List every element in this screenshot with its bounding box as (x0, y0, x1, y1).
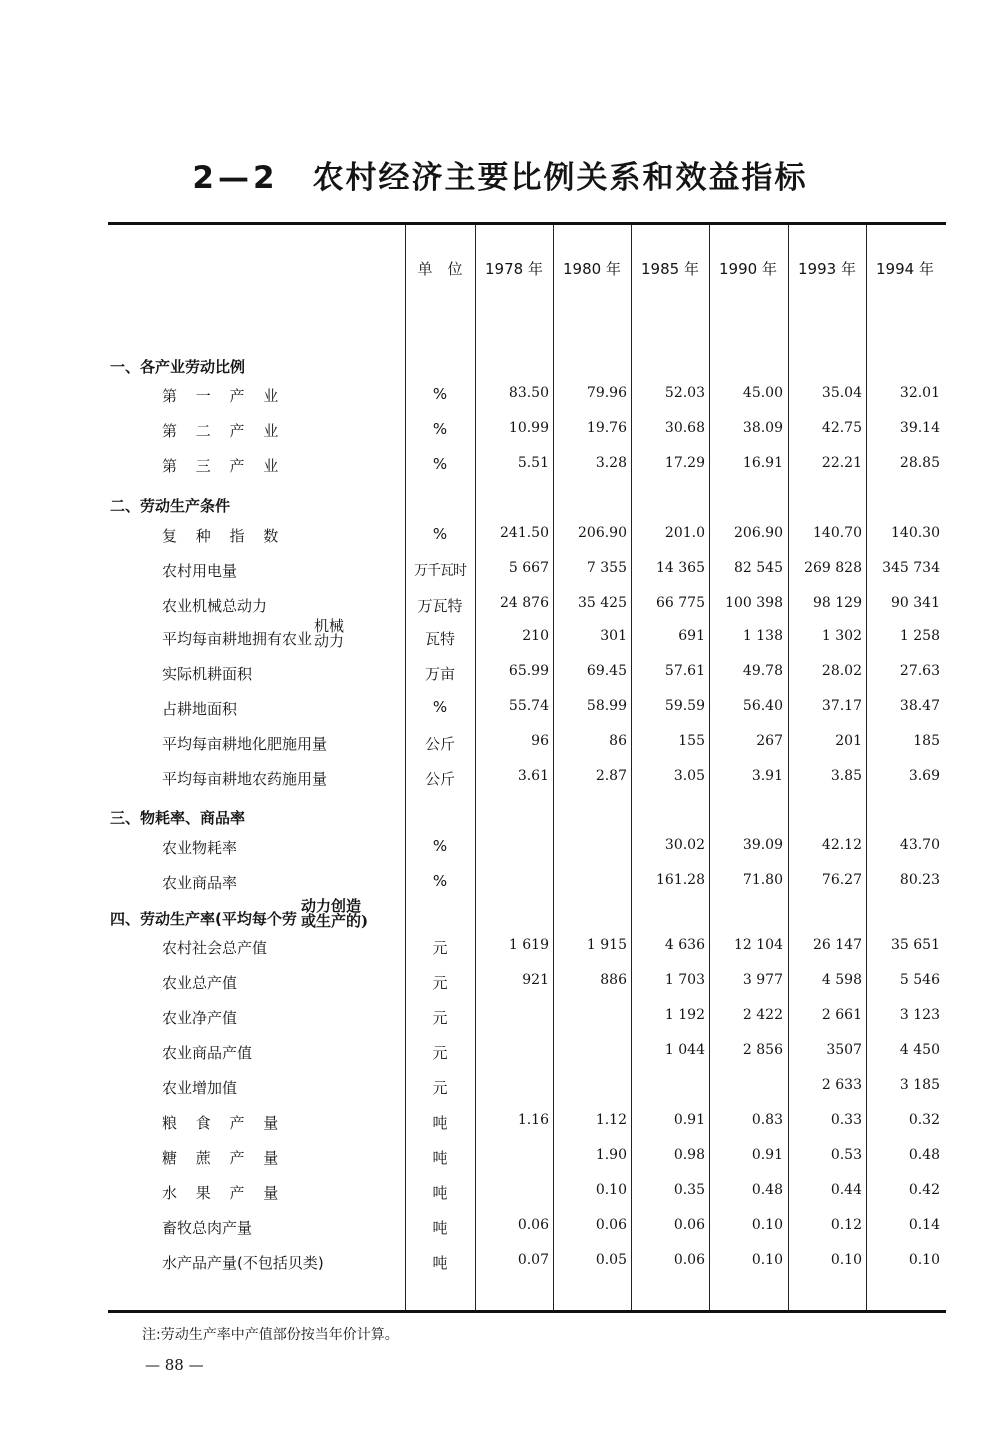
unit-cell: 万亩 (424, 665, 455, 683)
value-cell: 0.12 (830, 1217, 862, 1233)
row-label: 农业商品率 (162, 874, 238, 892)
value-cell: 3.85 (830, 768, 862, 784)
value-cell: 2 856 (742, 1042, 783, 1058)
row-label: 第 一 产 业 (162, 387, 286, 405)
table-row (0, 595, 1000, 627)
value-cell: 155 (678, 733, 705, 749)
value-cell: 3.91 (751, 768, 783, 784)
footnote: 注:劳动生产率中产值部份按当年价计算。 (142, 1327, 399, 1343)
value-cell: 0.10 (595, 1182, 627, 1198)
unit-cell: 元 (432, 1044, 448, 1062)
value-cell: 38.09 (742, 420, 783, 436)
section-row (0, 356, 1000, 388)
row-label: 第 三 产 业 (162, 457, 286, 475)
row-label: 复 种 指 数 (162, 527, 286, 545)
value-cell: 4 636 (664, 937, 705, 953)
value-cell: 0.10 (830, 1252, 862, 1268)
value-cell: 3 185 (899, 1077, 940, 1093)
value-cell: 0.48 (751, 1182, 783, 1198)
row-label: 水 果 产 量 (162, 1184, 286, 1202)
value-cell: 86 (609, 733, 627, 749)
value-cell: 1 915 (586, 937, 627, 953)
unit-cell: % (432, 698, 448, 716)
value-cell: 58.99 (586, 698, 627, 714)
value-cell: 30.02 (664, 837, 705, 853)
value-cell: 0.48 (908, 1147, 940, 1163)
value-cell: 39.09 (742, 837, 783, 853)
value-cell: 90 341 (891, 595, 940, 611)
table-row (0, 733, 1000, 765)
value-cell: 0.35 (673, 1182, 705, 1198)
stacked-label (301, 899, 368, 929)
value-cell: 0.91 (751, 1147, 783, 1163)
value-cell: 82 545 (734, 560, 783, 576)
unit-cell: % (432, 385, 448, 403)
table-row (0, 698, 1000, 730)
table-row (0, 768, 1000, 800)
value-cell: 345 734 (882, 560, 940, 576)
table-row (0, 663, 1000, 695)
value-cell: 0.06 (595, 1217, 627, 1233)
row-label: 农业物耗率 (162, 839, 238, 857)
value-cell: 19.76 (586, 420, 627, 436)
unit-cell: 万瓦特 (417, 597, 463, 615)
table-row (0, 937, 1000, 969)
value-cell: 3 977 (742, 972, 783, 988)
stacked-label-top: 机械 (314, 617, 345, 635)
stacked-label (314, 619, 344, 649)
section-label: 三、物耗率、商品率 (110, 809, 246, 827)
value-cell: 0.10 (751, 1252, 783, 1268)
value-cell: 0.14 (908, 1217, 940, 1233)
value-cell: 0.98 (673, 1147, 705, 1163)
table-row (0, 420, 1000, 452)
section-label: 四、劳动生产率(平均每个劳 (110, 910, 297, 928)
row-label: 水产品产量(不包括贝类) (162, 1254, 324, 1272)
unit-cell: 元 (432, 1009, 448, 1027)
value-cell: 55.74 (508, 698, 549, 714)
value-cell: 206.90 (734, 525, 783, 541)
value-cell: 83.50 (508, 385, 549, 401)
value-cell: 57.61 (664, 663, 705, 679)
section-label: 一、各产业劳动比例 (110, 358, 246, 376)
section-label: 二、劳动生产条件 (110, 497, 231, 515)
table-row (0, 455, 1000, 487)
value-cell: 28.02 (821, 663, 862, 679)
value-cell: 32.01 (899, 385, 940, 401)
value-cell: 59.59 (664, 698, 705, 714)
unit-cell: 吨 (432, 1219, 448, 1237)
table-row (0, 617, 1000, 660)
value-cell: 4 598 (821, 972, 862, 988)
value-cell: 3507 (826, 1042, 862, 1058)
table-row (0, 1077, 1000, 1109)
table-row (0, 1252, 1000, 1284)
value-cell: 0.91 (673, 1112, 705, 1128)
unit-cell: % (432, 872, 448, 890)
table-row (0, 1147, 1000, 1179)
value-cell: 0.10 (908, 1252, 940, 1268)
top-rule (108, 222, 946, 225)
value-cell: 65.99 (508, 663, 549, 679)
value-cell: 886 (600, 972, 627, 988)
value-cell: 69.45 (586, 663, 627, 679)
section-row (0, 495, 1000, 527)
value-cell: 2 422 (742, 1007, 783, 1023)
value-cell: 17.29 (664, 455, 705, 471)
value-cell: 140.30 (891, 525, 940, 541)
value-cell: 38.47 (899, 698, 940, 714)
table-number: 2—2 (192, 160, 279, 196)
header-year: 1978 年 (485, 260, 543, 278)
value-cell: 0.06 (673, 1252, 705, 1268)
value-cell: 2 661 (821, 1007, 862, 1023)
value-cell: 201.0 (664, 525, 705, 541)
value-cell: 267 (756, 733, 783, 749)
value-cell: 0.06 (517, 1217, 549, 1233)
table-row (0, 1217, 1000, 1249)
value-cell: 14 365 (656, 560, 705, 576)
unit-cell: 万千瓦时 (414, 563, 466, 579)
value-cell: 96 (531, 733, 549, 749)
unit-cell: 公斤 (424, 770, 455, 788)
value-cell: 76.27 (821, 872, 862, 888)
table-row (0, 1112, 1000, 1144)
value-cell: 1 138 (742, 628, 783, 644)
value-cell: 1.90 (595, 1147, 627, 1163)
stacked-label-bottom: 动力 (314, 632, 345, 650)
row-label: 农业机械总动力 (162, 597, 268, 615)
value-cell: 66 775 (656, 595, 705, 611)
value-cell: 0.07 (517, 1252, 549, 1268)
row-label: 农村社会总产值 (162, 939, 268, 957)
value-cell: 0.44 (830, 1182, 862, 1198)
table-row (0, 1042, 1000, 1074)
value-cell: 0.83 (751, 1112, 783, 1128)
value-cell: 24 876 (500, 595, 549, 611)
value-cell: 42.75 (821, 420, 862, 436)
row-label: 农村用电量 (162, 562, 238, 580)
value-cell: 241.50 (500, 525, 549, 541)
value-cell: 185 (913, 733, 940, 749)
table-row (0, 837, 1000, 869)
value-cell: 27.63 (899, 663, 940, 679)
value-cell: 80.23 (899, 872, 940, 888)
unit-cell: 元 (432, 939, 448, 957)
value-cell: 140.70 (813, 525, 862, 541)
value-cell: 56.40 (742, 698, 783, 714)
value-cell: 921 (522, 972, 549, 988)
value-cell: 201 (835, 733, 862, 749)
value-cell: 12 104 (734, 937, 783, 953)
row-label: 农业增加值 (162, 1079, 238, 1097)
value-cell: 206.90 (578, 525, 627, 541)
unit-cell: 公斤 (424, 735, 455, 753)
row-label: 第 二 产 业 (162, 422, 286, 440)
value-cell: 37.17 (821, 698, 862, 714)
value-cell: 5 546 (899, 972, 940, 988)
value-cell: 0.32 (908, 1112, 940, 1128)
stacked-label-bottom: 或生产的) (301, 912, 369, 930)
value-cell: 1.12 (595, 1112, 627, 1128)
page-number: — 88 — (145, 1356, 204, 1374)
value-cell: 42.12 (821, 837, 862, 853)
unit-cell: % (432, 455, 448, 473)
row-label: 平均每亩耕地农药施用量 (162, 770, 328, 788)
value-cell: 5.51 (517, 455, 549, 471)
unit-cell: 吨 (432, 1149, 448, 1167)
value-cell: 1.16 (517, 1112, 549, 1128)
value-cell: 10.99 (508, 420, 549, 436)
header-year: 1993 年 (798, 260, 856, 278)
value-cell: 1 302 (821, 628, 862, 644)
value-cell: 49.78 (742, 663, 783, 679)
row-label: 农业商品产值 (162, 1044, 253, 1062)
header-year: 1990 年 (719, 260, 777, 278)
table-row (0, 872, 1000, 904)
value-cell: 35 425 (578, 595, 627, 611)
value-cell: 26 147 (813, 937, 862, 953)
header-year: 1994 年 (876, 260, 934, 278)
row-label: 农业净产值 (162, 1009, 238, 1027)
table-row (0, 385, 1000, 417)
value-cell: 39.14 (899, 420, 940, 436)
value-cell: 1 044 (664, 1042, 705, 1058)
value-cell: 71.80 (742, 872, 783, 888)
table-title-text: 农村经济主要比例关系和效益指标 (312, 160, 808, 196)
value-cell: 1 703 (664, 972, 705, 988)
table-row (0, 1007, 1000, 1039)
value-cell: 22.21 (821, 455, 862, 471)
value-cell: 161.28 (656, 872, 705, 888)
bottom-rule (108, 1310, 946, 1313)
table-title (0, 152, 1000, 197)
value-cell: 3 123 (899, 1007, 940, 1023)
row-label: 畜牧总肉产量 (162, 1219, 253, 1237)
row-label: 糖 蔗 产 量 (162, 1149, 286, 1167)
unit-cell: % (432, 837, 448, 855)
value-cell: 45.00 (742, 385, 783, 401)
section-row (0, 897, 1000, 940)
header-unit: 单 位 (417, 260, 463, 278)
unit-cell: 瓦特 (424, 630, 455, 648)
value-cell: 0.10 (751, 1217, 783, 1233)
value-cell: 2 633 (821, 1077, 862, 1093)
value-cell: 3.61 (517, 768, 549, 784)
value-cell: 1 619 (508, 937, 549, 953)
value-cell: 3.05 (673, 768, 705, 784)
value-cell: 43.70 (899, 837, 940, 853)
row-label: 农业总产值 (162, 974, 238, 992)
section-row (0, 807, 1000, 839)
value-cell: 691 (678, 628, 705, 644)
table-row (0, 560, 1000, 592)
value-cell: 0.53 (830, 1147, 862, 1163)
value-cell: 0.05 (595, 1252, 627, 1268)
header-year: 1980 年 (563, 260, 621, 278)
value-cell: 30.68 (664, 420, 705, 436)
table-row (0, 972, 1000, 1004)
value-cell: 100 398 (725, 595, 783, 611)
value-cell: 301 (600, 628, 627, 644)
unit-cell: 吨 (432, 1114, 448, 1132)
value-cell: 210 (522, 628, 549, 644)
value-cell: 35.04 (821, 385, 862, 401)
value-cell: 0.06 (673, 1217, 705, 1233)
row-label: 粮 食 产 量 (162, 1114, 286, 1132)
value-cell: 35 651 (891, 937, 940, 953)
value-cell: 1 192 (664, 1007, 705, 1023)
value-cell: 28.85 (899, 455, 940, 471)
value-cell: 5 667 (508, 560, 549, 576)
unit-cell: 元 (432, 974, 448, 992)
header-year: 1985 年 (641, 260, 699, 278)
row-label: 平均每亩耕地化肥施用量 (162, 735, 328, 753)
table-row (0, 525, 1000, 557)
value-cell: 16.91 (742, 455, 783, 471)
value-cell: 3.69 (908, 768, 940, 784)
value-cell: 3.28 (595, 455, 627, 471)
value-cell: 7 355 (586, 560, 627, 576)
value-cell: 269 828 (804, 560, 862, 576)
value-cell: 52.03 (664, 385, 705, 401)
value-cell: 79.96 (586, 385, 627, 401)
unit-cell: 吨 (432, 1184, 448, 1202)
row-label: 占耕地面积 (162, 700, 238, 718)
table-row (0, 1182, 1000, 1214)
row-label: 实际机耕面积 (162, 665, 253, 683)
unit-cell: % (432, 525, 448, 543)
row-label: 平均每亩耕地拥有农业 (162, 630, 313, 648)
value-cell: 0.33 (830, 1112, 862, 1128)
value-cell: 1 258 (899, 628, 940, 644)
value-cell: 98 129 (813, 595, 862, 611)
unit-cell: % (432, 420, 448, 438)
unit-cell: 元 (432, 1079, 448, 1097)
value-cell: 2.87 (595, 768, 627, 784)
stacked-label-top: 动力创造 (301, 897, 362, 915)
value-cell: 4 450 (899, 1042, 940, 1058)
unit-cell: 吨 (432, 1254, 448, 1272)
value-cell: 0.42 (908, 1182, 940, 1198)
